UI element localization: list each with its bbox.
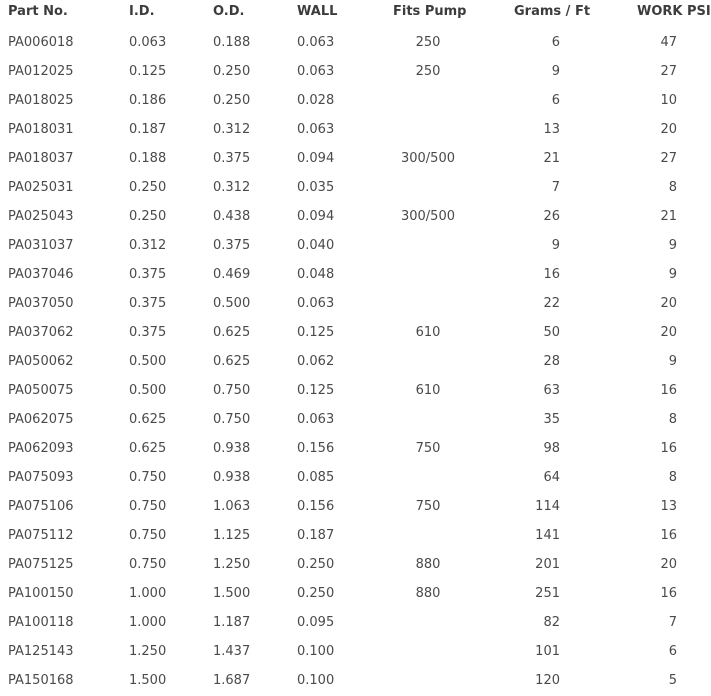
table-row <box>0 608 700 637</box>
table-row <box>0 231 700 260</box>
work-psi-cell: 20 <box>660 325 677 340</box>
od-cell: 0.312 <box>213 122 251 137</box>
table-row <box>0 376 700 405</box>
grams-per-ft-cell: 141 <box>535 528 560 543</box>
wall-cell: 0.063 <box>297 296 335 311</box>
work-psi-cell: 8 <box>668 180 677 195</box>
wall-cell: 0.035 <box>297 180 335 195</box>
od-cell: 0.188 <box>213 35 251 50</box>
wall-cell: 0.187 <box>297 528 335 543</box>
id-cell: 0.750 <box>129 470 167 485</box>
table-row <box>0 579 700 608</box>
part-no-cell: PA031037 <box>8 238 74 253</box>
work-psi-cell: 21 <box>660 209 677 224</box>
grams-per-ft-cell: 82 <box>543 615 560 630</box>
table-row <box>0 144 700 173</box>
grams-per-ft-cell: 101 <box>535 644 560 659</box>
part-no-cell: PA150168 <box>8 673 74 688</box>
id-cell: 0.750 <box>129 499 167 514</box>
fits-pump-cell: 300/500 <box>400 209 455 224</box>
od-cell: 0.938 <box>213 441 251 456</box>
header-wall: WALL <box>297 4 338 19</box>
table-row <box>0 347 700 376</box>
grams-per-ft-cell: 9 <box>551 238 560 253</box>
work-psi-cell: 47 <box>660 35 677 50</box>
table-row <box>0 202 700 231</box>
part-no-cell: PA037062 <box>8 325 74 340</box>
id-cell: 0.187 <box>129 122 167 137</box>
part-no-cell: PA050075 <box>8 383 74 398</box>
grams-per-ft-cell: 9 <box>551 64 560 79</box>
part-no-cell: PA037046 <box>8 267 74 282</box>
id-cell: 0.750 <box>129 557 167 572</box>
id-cell: 0.750 <box>129 528 167 543</box>
grams-per-ft-cell: 13 <box>543 122 560 137</box>
work-psi-cell: 13 <box>660 499 677 514</box>
header-part-no: Part No. <box>8 4 68 19</box>
grams-per-ft-cell: 64 <box>543 470 560 485</box>
id-cell: 0.375 <box>129 267 167 282</box>
grams-per-ft-cell: 6 <box>551 93 560 108</box>
header-od: O.D. <box>213 4 245 19</box>
od-cell: 1.125 <box>213 528 251 543</box>
work-psi-cell: 20 <box>660 122 677 137</box>
work-psi-cell: 9 <box>668 238 677 253</box>
grams-per-ft-cell: 201 <box>535 557 560 572</box>
od-cell: 0.250 <box>213 93 251 108</box>
work-psi-cell: 20 <box>660 296 677 311</box>
fits-pump-cell: 880 <box>415 586 441 601</box>
table-row <box>0 57 700 86</box>
work-psi-cell: 16 <box>660 441 677 456</box>
grams-per-ft-cell: 22 <box>543 296 560 311</box>
wall-cell: 0.085 <box>297 470 335 485</box>
grams-per-ft-cell: 251 <box>535 586 560 601</box>
wall-cell: 0.040 <box>297 238 335 253</box>
od-cell: 0.375 <box>213 151 251 166</box>
od-cell: 1.500 <box>213 586 251 601</box>
part-no-cell: PA018031 <box>8 122 74 137</box>
id-cell: 1.000 <box>129 586 167 601</box>
table-row <box>0 173 700 202</box>
part-no-cell: PA062075 <box>8 412 74 427</box>
od-cell: 0.438 <box>213 209 251 224</box>
wall-cell: 0.062 <box>297 354 335 369</box>
od-cell: 0.375 <box>213 238 251 253</box>
wall-cell: 0.125 <box>297 325 335 340</box>
id-cell: 0.312 <box>129 238 167 253</box>
wall-cell: 0.063 <box>297 122 335 137</box>
work-psi-cell: 16 <box>660 586 677 601</box>
table-row <box>0 86 700 115</box>
id-cell: 0.063 <box>129 35 167 50</box>
wall-cell: 0.250 <box>297 557 335 572</box>
id-cell: 0.625 <box>129 441 167 456</box>
id-cell: 0.250 <box>129 209 167 224</box>
grams-per-ft-cell: 26 <box>543 209 560 224</box>
work-psi-cell: 10 <box>660 93 677 108</box>
header-id: I.D. <box>129 4 155 19</box>
id-cell: 1.500 <box>129 673 167 688</box>
wall-cell: 0.094 <box>297 209 335 224</box>
id-cell: 1.000 <box>129 615 167 630</box>
grams-per-ft-cell: 6 <box>551 35 560 50</box>
part-no-cell: PA075125 <box>8 557 74 572</box>
work-psi-cell: 7 <box>668 615 677 630</box>
table-row <box>0 115 700 144</box>
grams-per-ft-cell: 114 <box>535 499 560 514</box>
od-cell: 1.063 <box>213 499 251 514</box>
od-cell: 1.250 <box>213 557 251 572</box>
part-no-cell: PA012025 <box>8 64 74 79</box>
fits-pump-cell: 610 <box>415 383 441 398</box>
part-no-cell: PA062093 <box>8 441 74 456</box>
wall-cell: 0.063 <box>297 64 335 79</box>
table-row <box>0 289 700 318</box>
table-row <box>0 434 700 463</box>
fits-pump-cell: 250 <box>415 35 441 50</box>
wall-cell: 0.125 <box>297 383 335 398</box>
part-no-cell: PA050062 <box>8 354 74 369</box>
od-cell: 0.312 <box>213 180 251 195</box>
part-no-cell: PA100118 <box>8 615 74 630</box>
work-psi-cell: 16 <box>660 528 677 543</box>
id-cell: 0.250 <box>129 180 167 195</box>
table-row <box>0 492 700 521</box>
part-no-cell: PA025031 <box>8 180 74 195</box>
part-no-cell: PA025043 <box>8 209 74 224</box>
id-cell: 0.500 <box>129 354 167 369</box>
grams-per-ft-cell: 120 <box>535 673 560 688</box>
work-psi-cell: 9 <box>668 354 677 369</box>
od-cell: 0.625 <box>213 354 251 369</box>
od-cell: 1.687 <box>213 673 251 688</box>
grams-per-ft-cell: 16 <box>543 267 560 282</box>
part-no-cell: PA037050 <box>8 296 74 311</box>
od-cell: 0.750 <box>213 383 251 398</box>
work-psi-cell: 16 <box>660 383 677 398</box>
id-cell: 0.500 <box>129 383 167 398</box>
work-psi-cell: 6 <box>668 644 677 659</box>
od-cell: 0.469 <box>213 267 251 282</box>
fits-pump-cell: 250 <box>415 64 441 79</box>
wall-cell: 0.250 <box>297 586 335 601</box>
table-row <box>0 550 700 579</box>
table-row <box>0 28 700 57</box>
id-cell: 0.625 <box>129 412 167 427</box>
id-cell: 0.375 <box>129 296 167 311</box>
od-cell: 0.500 <box>213 296 251 311</box>
wall-cell: 0.100 <box>297 673 335 688</box>
wall-cell: 0.156 <box>297 499 335 514</box>
work-psi-cell: 8 <box>668 470 677 485</box>
work-psi-cell: 27 <box>660 64 677 79</box>
table-header <box>0 0 711 28</box>
header-work-psi: WORK PSI <box>637 4 711 19</box>
id-cell: 1.250 <box>129 644 167 659</box>
table-row <box>0 318 700 347</box>
od-cell: 0.750 <box>213 412 251 427</box>
fits-pump-cell: 610 <box>415 325 441 340</box>
part-no-cell: PA075093 <box>8 470 74 485</box>
wall-cell: 0.100 <box>297 644 335 659</box>
part-no-cell: PA075106 <box>8 499 74 514</box>
grams-per-ft-cell: 98 <box>543 441 560 456</box>
part-no-cell: PA018025 <box>8 93 74 108</box>
part-no-cell: PA075112 <box>8 528 74 543</box>
id-cell: 0.125 <box>129 64 167 79</box>
grams-per-ft-cell: 28 <box>543 354 560 369</box>
od-cell: 0.625 <box>213 325 251 340</box>
fits-pump-cell: 750 <box>415 499 441 514</box>
table-row <box>0 666 700 695</box>
part-no-cell: PA100150 <box>8 586 74 601</box>
grams-per-ft-cell: 21 <box>543 151 560 166</box>
work-psi-cell: 20 <box>660 557 677 572</box>
id-cell: 0.186 <box>129 93 167 108</box>
wall-cell: 0.094 <box>297 151 335 166</box>
work-psi-cell: 27 <box>660 151 677 166</box>
wall-cell: 0.156 <box>297 441 335 456</box>
fits-pump-cell: 750 <box>415 441 441 456</box>
work-psi-cell: 8 <box>668 412 677 427</box>
table-row <box>0 521 700 550</box>
fits-pump-cell: 880 <box>415 557 441 572</box>
wall-cell: 0.095 <box>297 615 335 630</box>
od-cell: 0.250 <box>213 64 251 79</box>
grams-per-ft-cell: 35 <box>543 412 560 427</box>
id-cell: 0.375 <box>129 325 167 340</box>
grams-per-ft-cell: 63 <box>543 383 560 398</box>
table-row <box>0 405 700 434</box>
part-no-cell: PA018037 <box>8 151 74 166</box>
work-psi-cell: 9 <box>668 267 677 282</box>
part-no-cell: PA006018 <box>8 35 74 50</box>
od-cell: 1.187 <box>213 615 251 630</box>
table-row <box>0 637 700 666</box>
od-cell: 0.938 <box>213 470 251 485</box>
header-grams-per-ft: Grams / Ft <box>514 4 591 19</box>
table-row <box>0 463 700 492</box>
wall-cell: 0.063 <box>297 35 335 50</box>
grams-per-ft-cell: 50 <box>543 325 560 340</box>
part-no-cell: PA125143 <box>8 644 74 659</box>
fits-pump-cell: 300/500 <box>400 151 455 166</box>
header-fits-pump: Fits Pump <box>393 4 467 19</box>
wall-cell: 0.028 <box>297 93 335 108</box>
od-cell: 1.437 <box>213 644 251 659</box>
id-cell: 0.188 <box>129 151 167 166</box>
grams-per-ft-cell: 7 <box>551 180 560 195</box>
wall-cell: 0.063 <box>297 412 335 427</box>
table-row <box>0 260 700 289</box>
work-psi-cell: 5 <box>668 673 677 688</box>
wall-cell: 0.048 <box>297 267 335 282</box>
